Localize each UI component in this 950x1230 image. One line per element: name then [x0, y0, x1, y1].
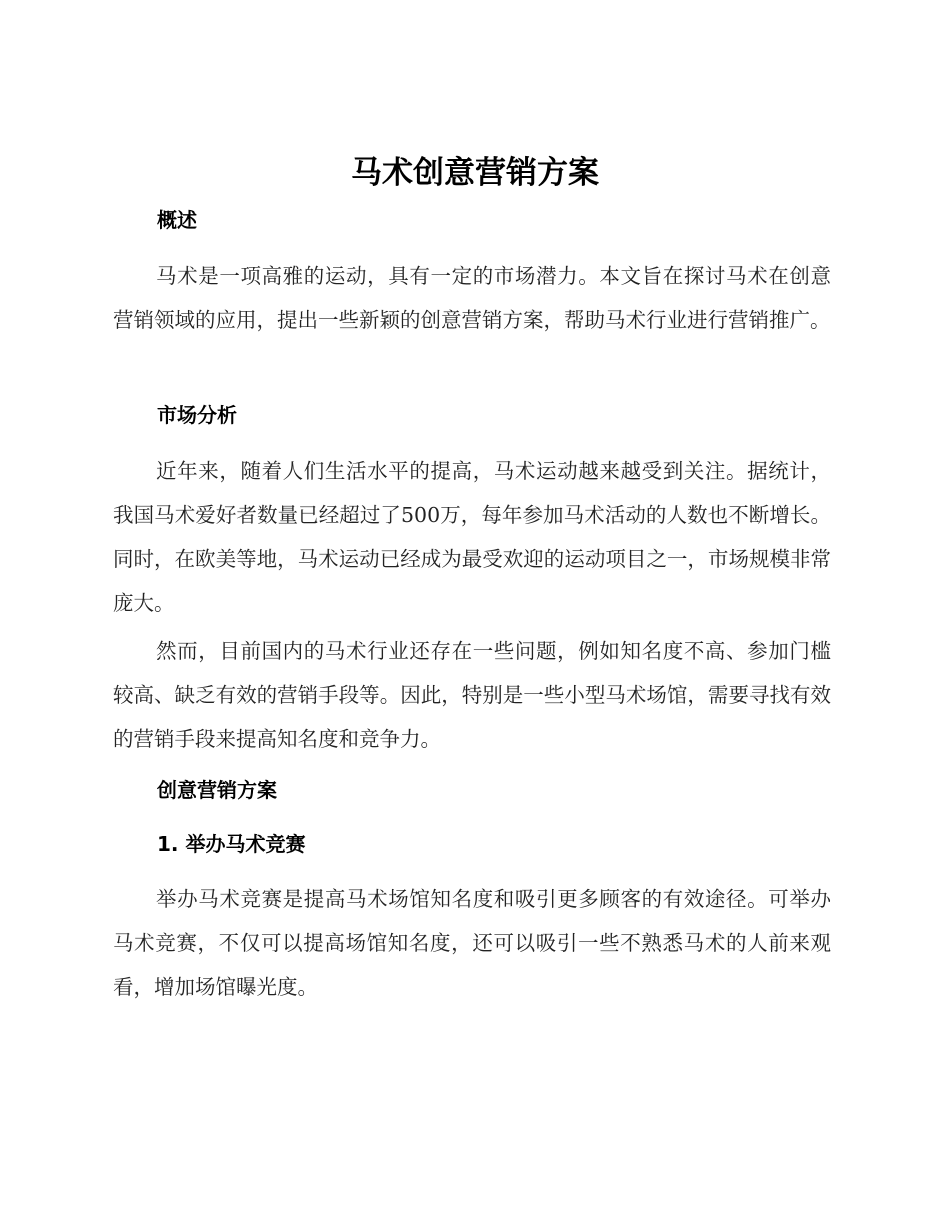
paragraph-competition: 举办马术竞赛是提高马术场馆知名度和吸引更多顾客的有效途径。可举办马术竞赛，不仅可以提高场馆知名度，还可以吸引一些不熟悉马术的人前来观看，增加场馆曝光度。	[113, 887, 831, 999]
paragraph-market-analysis-2: 然而，目前国内的马术行业还存在一些问题，例如知名度不高、参加门槛较高、缺乏有效的营销手段等。因此，特别是一些小型马术场馆，需要寻找有效的营销手段来提高知名度和竞争力。	[113, 639, 831, 751]
document-title: 马术创意营销方案	[351, 155, 599, 191]
section-heading-creative-plan: 创意营销方案	[157, 778, 277, 802]
subsection-heading-competition: 1. 举办马术竞赛	[157, 832, 306, 856]
paragraph-overview: 马术是一项高雅的运动，具有一定的市场潜力。本文旨在探讨马术在创意营销领域的应用，提出一些新颖的创意营销方案，帮助马术行业进行营销推广。	[113, 264, 831, 332]
paragraph-market-analysis-1: 近年来，随着人们生活水平的提高，马术运动越来越受到关注。据统计，我国马术爱好者数量已经超过了500万，每年参加马术活动的人数也不断增长。同时，在欧美等地，马术运动已经成为最受欢迎的运动项目之一，市场规模非常庞大。	[113, 459, 831, 615]
section-heading-market-analysis: 市场分析	[157, 403, 237, 427]
section-heading-overview: 概述	[157, 208, 197, 232]
